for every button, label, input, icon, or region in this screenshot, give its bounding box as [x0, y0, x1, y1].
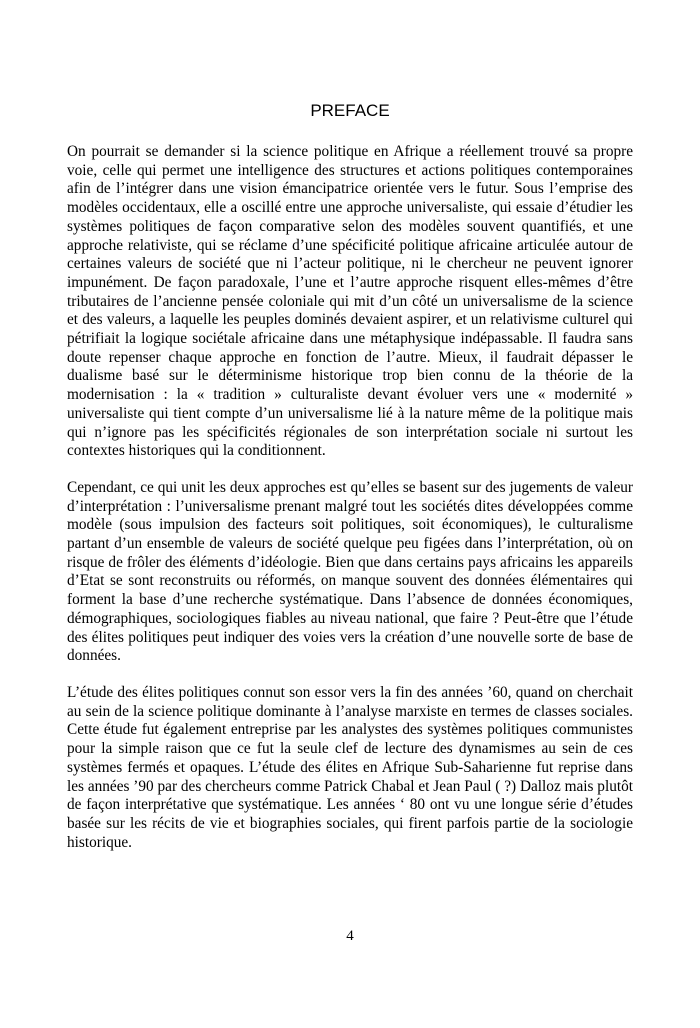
preface-body [67, 143, 633, 870]
paragraph-3: L’étude des élites politiques connut son essor vers la fin des années ’60, quand on cherchait au sein de la science politique dominante à l’analyse marxiste en termes de classes sociales. Cette étude fut également entreprise par les analystes des systèmes politiques communistes pour la simple raison que ce fut la seule clef de lecture des dynamismes au sein de ces systèmes fermés et opaques. L’étude des élites en Afrique Sub-Saharienne fut reprise dans les années ’90 par des chercheurs comme Patrick Chabal et Jean Paul ( ?) Dalloz mais plutôt de façon interprétative que systématique. Les années ‘ 80 ont vu une longue série d’études basée sur les récits de vie et biographies sociales, qui firent parfois partie de la sociologie historique. [67, 683, 633, 851]
page-number: 4 [346, 928, 354, 944]
paragraph-2: Cependant, ce qui unit les deux approches est qu’elles se basent sur des jugements de valeur d’interprétation : l’universalisme prenant malgré tout les sociétés dites développées comme modèle (sous impulsion des facteurs soit politiques, soit économiques), le culturalisme partant d’un ensemble de valeurs de société quelque peu figées dans l’interprétation, où on risque de frôler des éléments d’idéologie. Bien que dans certains pays africains les appareils d’Etat se sont reconstruits ou réformés, on manque souvent des données élémentaires qui forment la base d’une recherche systématique. Dans l’absence de données économiques, démographiques, sociologiques fiables au niveau national, que faire ? Peut-être que l’étude des élites politiques peut indiquer des voies vers la création d’une nouvelle sorte de base de données. [67, 478, 633, 665]
paragraph-1: On pourrait se demander si la science politique en Afrique a réellement trouvé sa propre voie, celle qui permet une intelligence des structures et actions politiques contemporaines afin de l’intégrer dans une vision émancipatrice orientée vers le futur. Sous l’emprise des modèles occidentaux, elle a oscillé entre une approche universaliste, qui essaie d’étudier les systèmes politiques de façon comparative selon des modèles souvent quantifiés, et une approche relativiste, qui se réclame d’une spécificité politique africaine articulée autour de certaines valeurs de société que ni l’acteur politique, ni le chercheur ne peuvent ignorer impunément. De façon paradoxale, l’une et l’autre approche risquent elles-mêmes d’être tributaires de l’ancienne pensée coloniale qui mit d’un côté un universalisme de la science et des valeurs, a laquelle les peuples dominés devaient aspirer, et un relativisme culturel qui pétrifiait la logique sociétale africaine dans une métaphysique indépassable. Il faudra sans doute repenser chaque approche en fonction de l’autre. Mieux, il faudrait dépasser le dualisme basé sur le déterminisme historique trop bien connu de la théorie de la modernisation : la « tradition » culturaliste devant évoluer vers une « modernité » universaliste qui tient compte d’un universalisme lié à la nature même de la politique mais qui n’ignore pas les spécificités régionales de son interprétation sociale ni surtout les contextes historiques qui la conditionnent. [67, 143, 633, 460]
page-title: PREFACE [310, 101, 390, 120]
